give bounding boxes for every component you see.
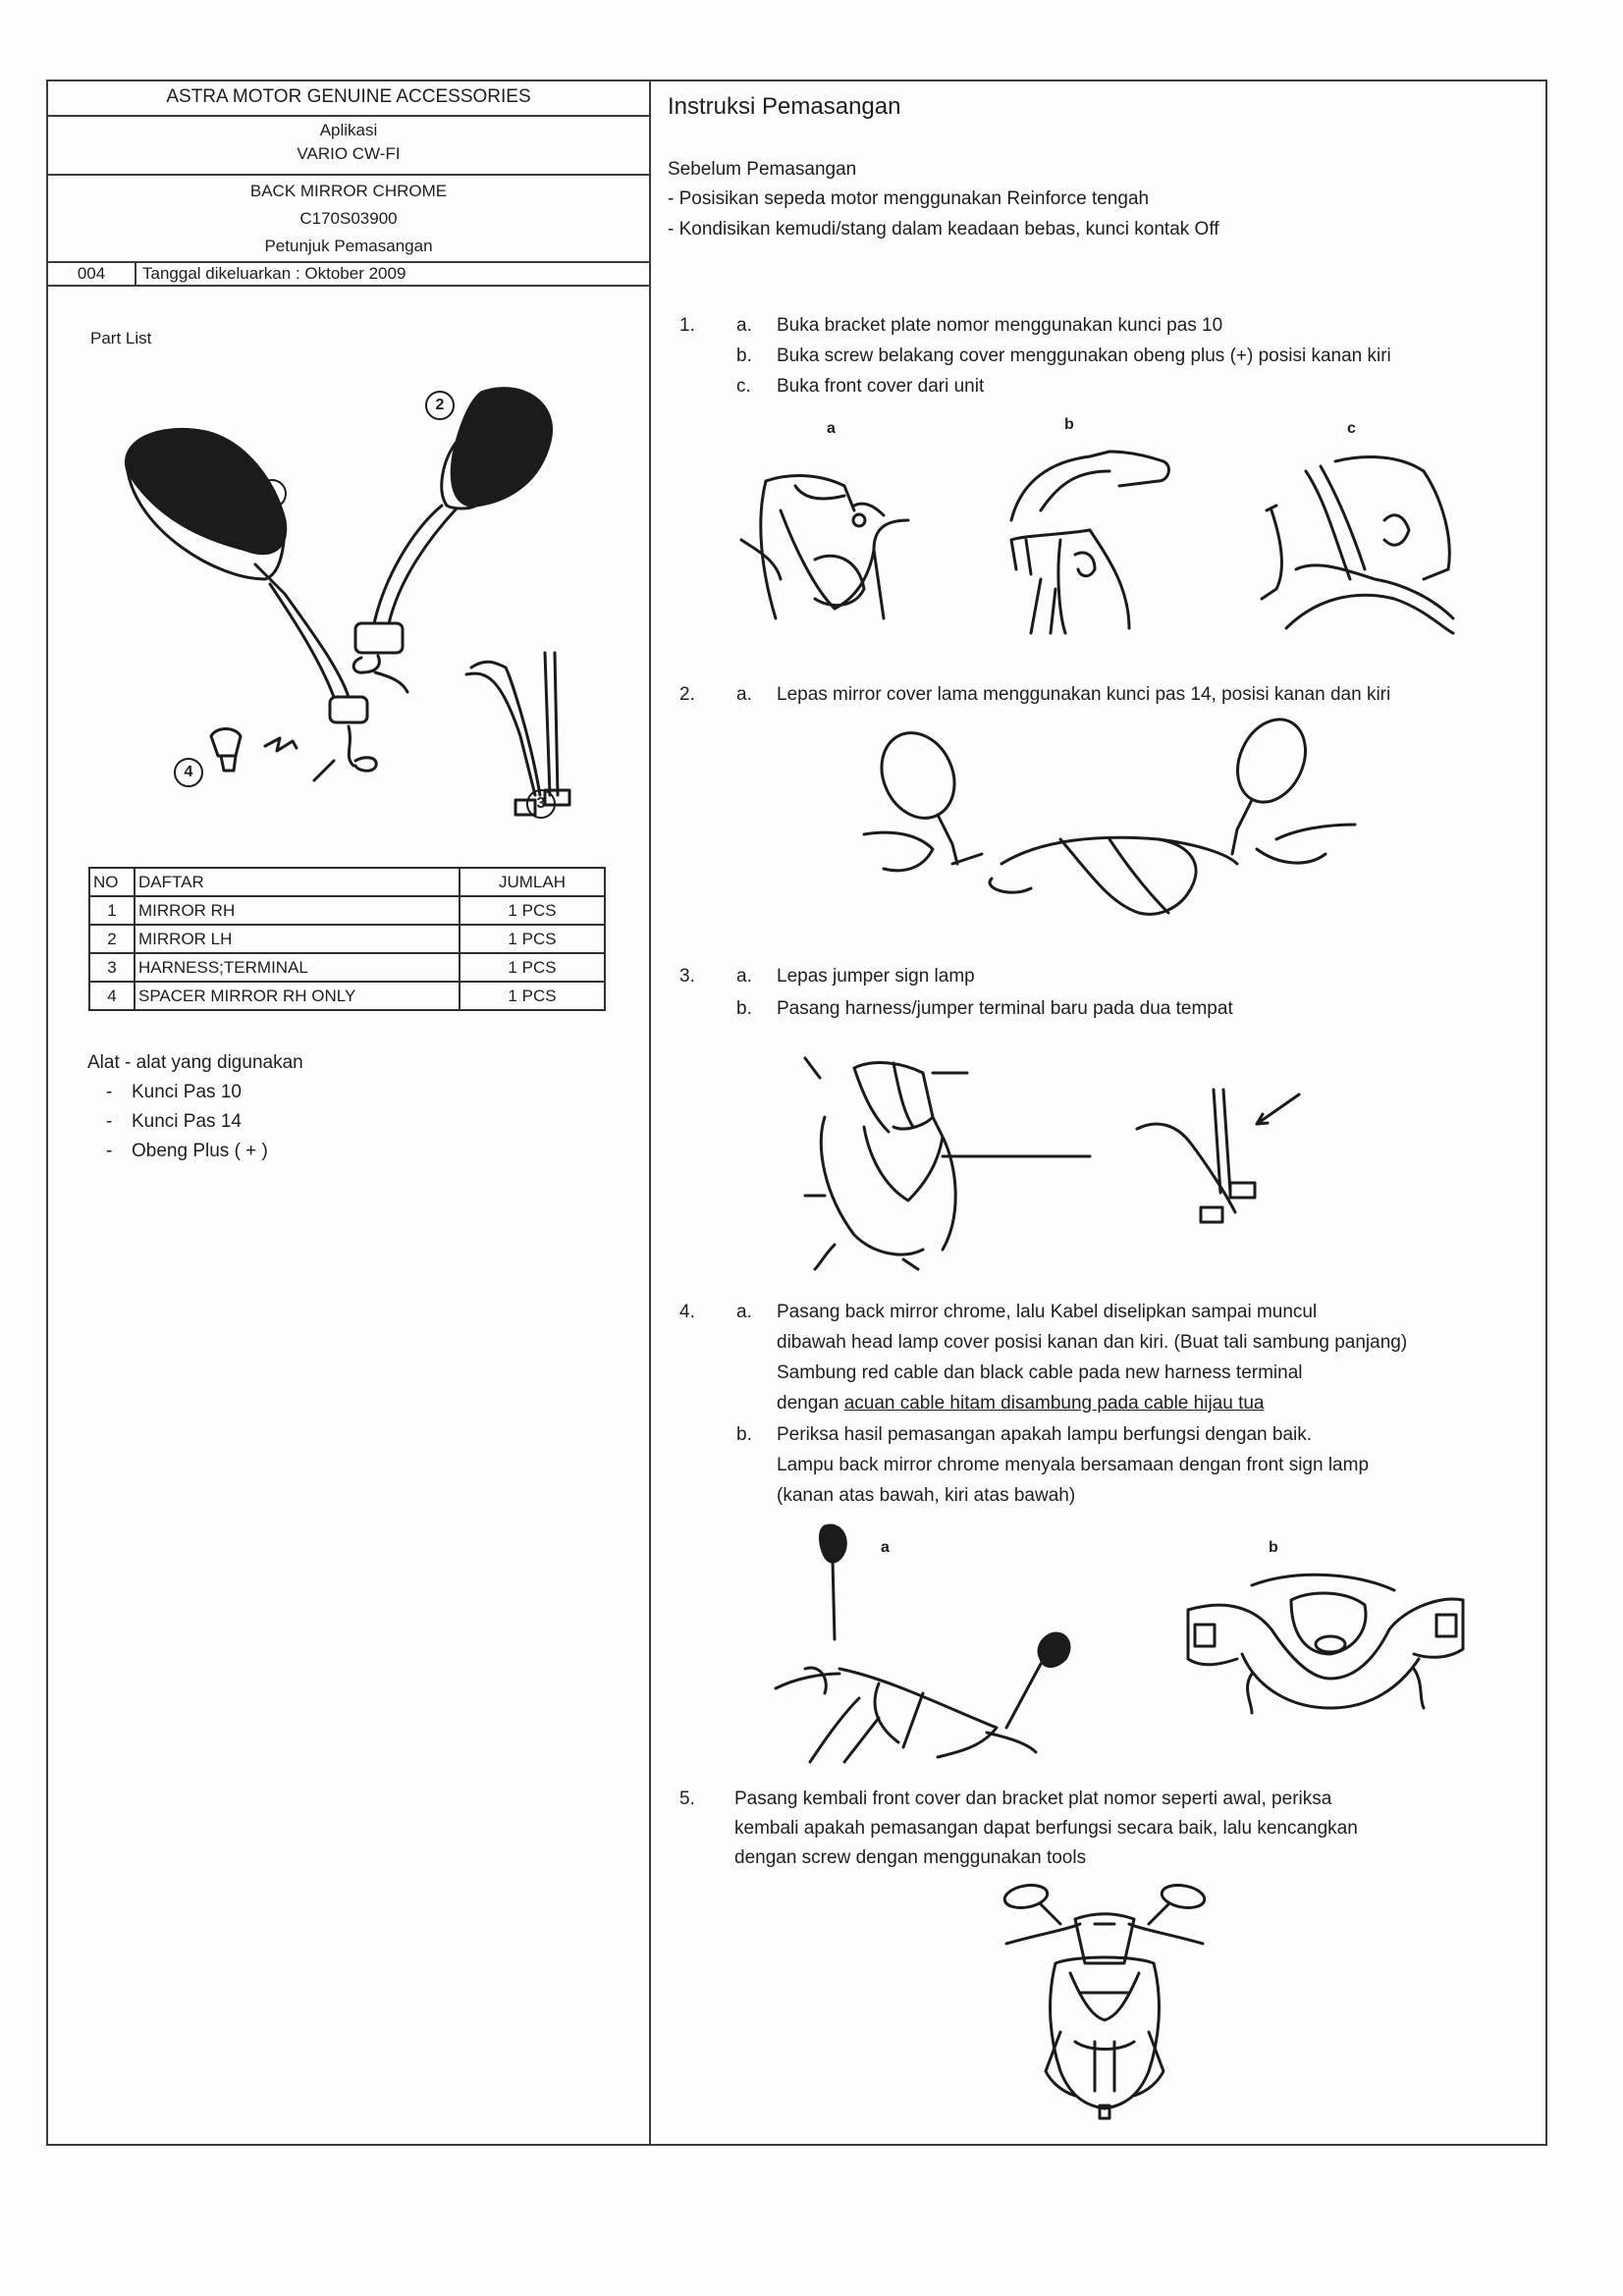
step-text: Buka front cover dari unit [777, 376, 985, 397]
row-qty: 1 PCS [460, 925, 605, 953]
step-text: Pasang back mirror chrome, lalu Kabel diselipkan sampai muncul [777, 1302, 1318, 1322]
header-jumlah: JUMLAH [460, 868, 605, 896]
application-value: VARIO CW-FI [297, 144, 401, 163]
row-qty: 1 PCS [460, 953, 605, 982]
tools-title: Alat - alat yang digunakan [87, 1052, 303, 1073]
step-text: kembali apakah pemasangan dapat berfungsi secara baik, lalu kencangkan [734, 1818, 1358, 1839]
part-list-illustration [98, 383, 569, 825]
application-label: Aplikasi [319, 121, 378, 139]
row-name: SPACER MIRROR RH ONLY [135, 982, 460, 1010]
header-cell-divider [135, 262, 136, 286]
step-text: Lampu back mirror chrome menyala bersamaan dengan front sign lamp [777, 1455, 1370, 1475]
tool-bullet: - [106, 1111, 113, 1132]
step-text: (kanan atas bawah, kiri atas bawah) [777, 1485, 1076, 1506]
mirror-rh-drawing [126, 429, 376, 780]
row-no: 1 [89, 896, 135, 925]
step3a-illustration [795, 1058, 1100, 1269]
doc-number: 004 [77, 264, 106, 283]
figure-label: b [1269, 1539, 1278, 1556]
callout-2: 2 [425, 391, 455, 420]
figure-label: a [827, 420, 836, 437]
step-number: 3. [679, 966, 695, 987]
substep-letter: b. [736, 346, 752, 366]
substep-letter: b. [736, 998, 752, 1019]
callout-4: 4 [174, 758, 203, 787]
tool-bullet: - [106, 1082, 113, 1102]
header-no: NO [89, 868, 135, 896]
header-daftar: DAFTAR [135, 868, 460, 896]
doc-type: Petunjuk Pemasangan [264, 237, 433, 255]
step-text: Buka bracket plate nomor menggunakan kunci pas 10 [777, 315, 1223, 336]
step1b-illustration [1001, 442, 1198, 638]
step3b-illustration [1137, 1085, 1309, 1227]
table-row [89, 896, 605, 925]
step-number: 4. [679, 1302, 695, 1322]
figure-label: b [1064, 416, 1074, 433]
step-number: 2. [679, 684, 695, 705]
step-text: Lepas mirror cover lama menggunakan kunci pas 14, posisi kanan dan kiri [777, 684, 1391, 705]
row-no: 3 [89, 953, 135, 982]
tool-item: Obeng Plus ( + ) [132, 1141, 268, 1161]
step1c-illustration [1257, 452, 1473, 638]
figure-label: c [1347, 420, 1356, 437]
step-text: dibawah head lamp cover posisi kanan dan kiri. (Buat tali sambung panjang) [777, 1332, 1408, 1353]
before-title: Sebelum Pemasangan [668, 159, 857, 180]
substep-letter: a. [736, 1302, 752, 1322]
substep-letter: a. [736, 315, 752, 336]
substep-letter: a. [736, 684, 752, 705]
substep-letter: a. [736, 966, 752, 987]
callout-3: 3 [526, 789, 556, 819]
step-text: Sambung red cable dan black cable pada new harness terminal [777, 1362, 1303, 1383]
step4b-illustration [1183, 1571, 1468, 1713]
row-name: MIRROR RH [135, 896, 460, 925]
step5-scooter-illustration [1001, 1885, 1208, 2120]
row-name: MIRROR LH [135, 925, 460, 953]
substep-letter: c. [736, 376, 751, 397]
row-name: HARNESS;TERMINAL [135, 953, 460, 982]
step-text: Pasang harness/jumper terminal baru pada dua tempat [777, 998, 1233, 1019]
substep-letter: b. [736, 1424, 752, 1445]
step-text-underlined: acuan cable hitam disambung pada cable hijau tua [843, 1393, 1265, 1414]
step-number: 5. [679, 1789, 695, 1809]
brand-title: ASTRA MOTOR GENUINE ACCESSORIES [166, 86, 531, 107]
step-number: 1. [679, 315, 695, 336]
step1a-illustration [736, 461, 933, 638]
step2-illustration [864, 726, 1355, 923]
issue-date: Tanggal dikeluarkan : Oktober 2009 [142, 264, 406, 283]
table-row [89, 953, 605, 982]
tool-item: Kunci Pas 10 [132, 1082, 242, 1102]
step-text [777, 1392, 1264, 1415]
row-no: 2 [89, 925, 135, 953]
mirror-lh-drawing [353, 389, 551, 692]
step-text: Lepas jumper sign lamp [777, 966, 975, 987]
row-qty: 1 PCS [460, 896, 605, 925]
row-qty: 1 PCS [460, 982, 605, 1010]
tool-bullet: - [106, 1141, 113, 1161]
step4a-illustration [771, 1522, 1085, 1762]
part-number: C170S03900 [299, 209, 398, 228]
table-row [89, 925, 605, 953]
step-text: Periksa hasil pemasangan apakah lampu berfungsi dengan baik. [777, 1424, 1313, 1445]
instructions-title: Instruksi Pemasangan [668, 93, 901, 120]
callout-1: 1 [257, 479, 287, 508]
parts-table [88, 867, 606, 1011]
step-text: dengan screw dengan menggunakan tools [734, 1847, 1087, 1868]
step-text: Pasang kembali front cover dan bracket plat nomor seperti awal, periksa [734, 1789, 1332, 1809]
spacer-drawing [211, 729, 297, 772]
table-header-row [89, 868, 605, 896]
row-no: 4 [89, 982, 135, 1010]
step-text-prefix: dengan [777, 1393, 844, 1414]
product-name: BACK MIRROR CHROME [249, 182, 448, 200]
tool-item: Kunci Pas 14 [132, 1111, 242, 1132]
header-divider [46, 174, 650, 176]
figure-label: a [881, 1539, 890, 1556]
part-list-title: Part List [90, 329, 152, 347]
table-row [89, 982, 605, 1010]
column-divider [649, 80, 651, 2146]
before-item: - Posisikan sepeda motor menggunakan Reinforce tengah [668, 188, 1150, 209]
before-item: - Kondisikan kemudi/stang dalam keadaan bebas, kunci kontak Off [668, 219, 1219, 240]
step-text: Buka screw belakang cover menggunakan obeng plus (+) posisi kanan kiri [777, 346, 1391, 366]
harness-terminal-drawing [466, 653, 569, 815]
